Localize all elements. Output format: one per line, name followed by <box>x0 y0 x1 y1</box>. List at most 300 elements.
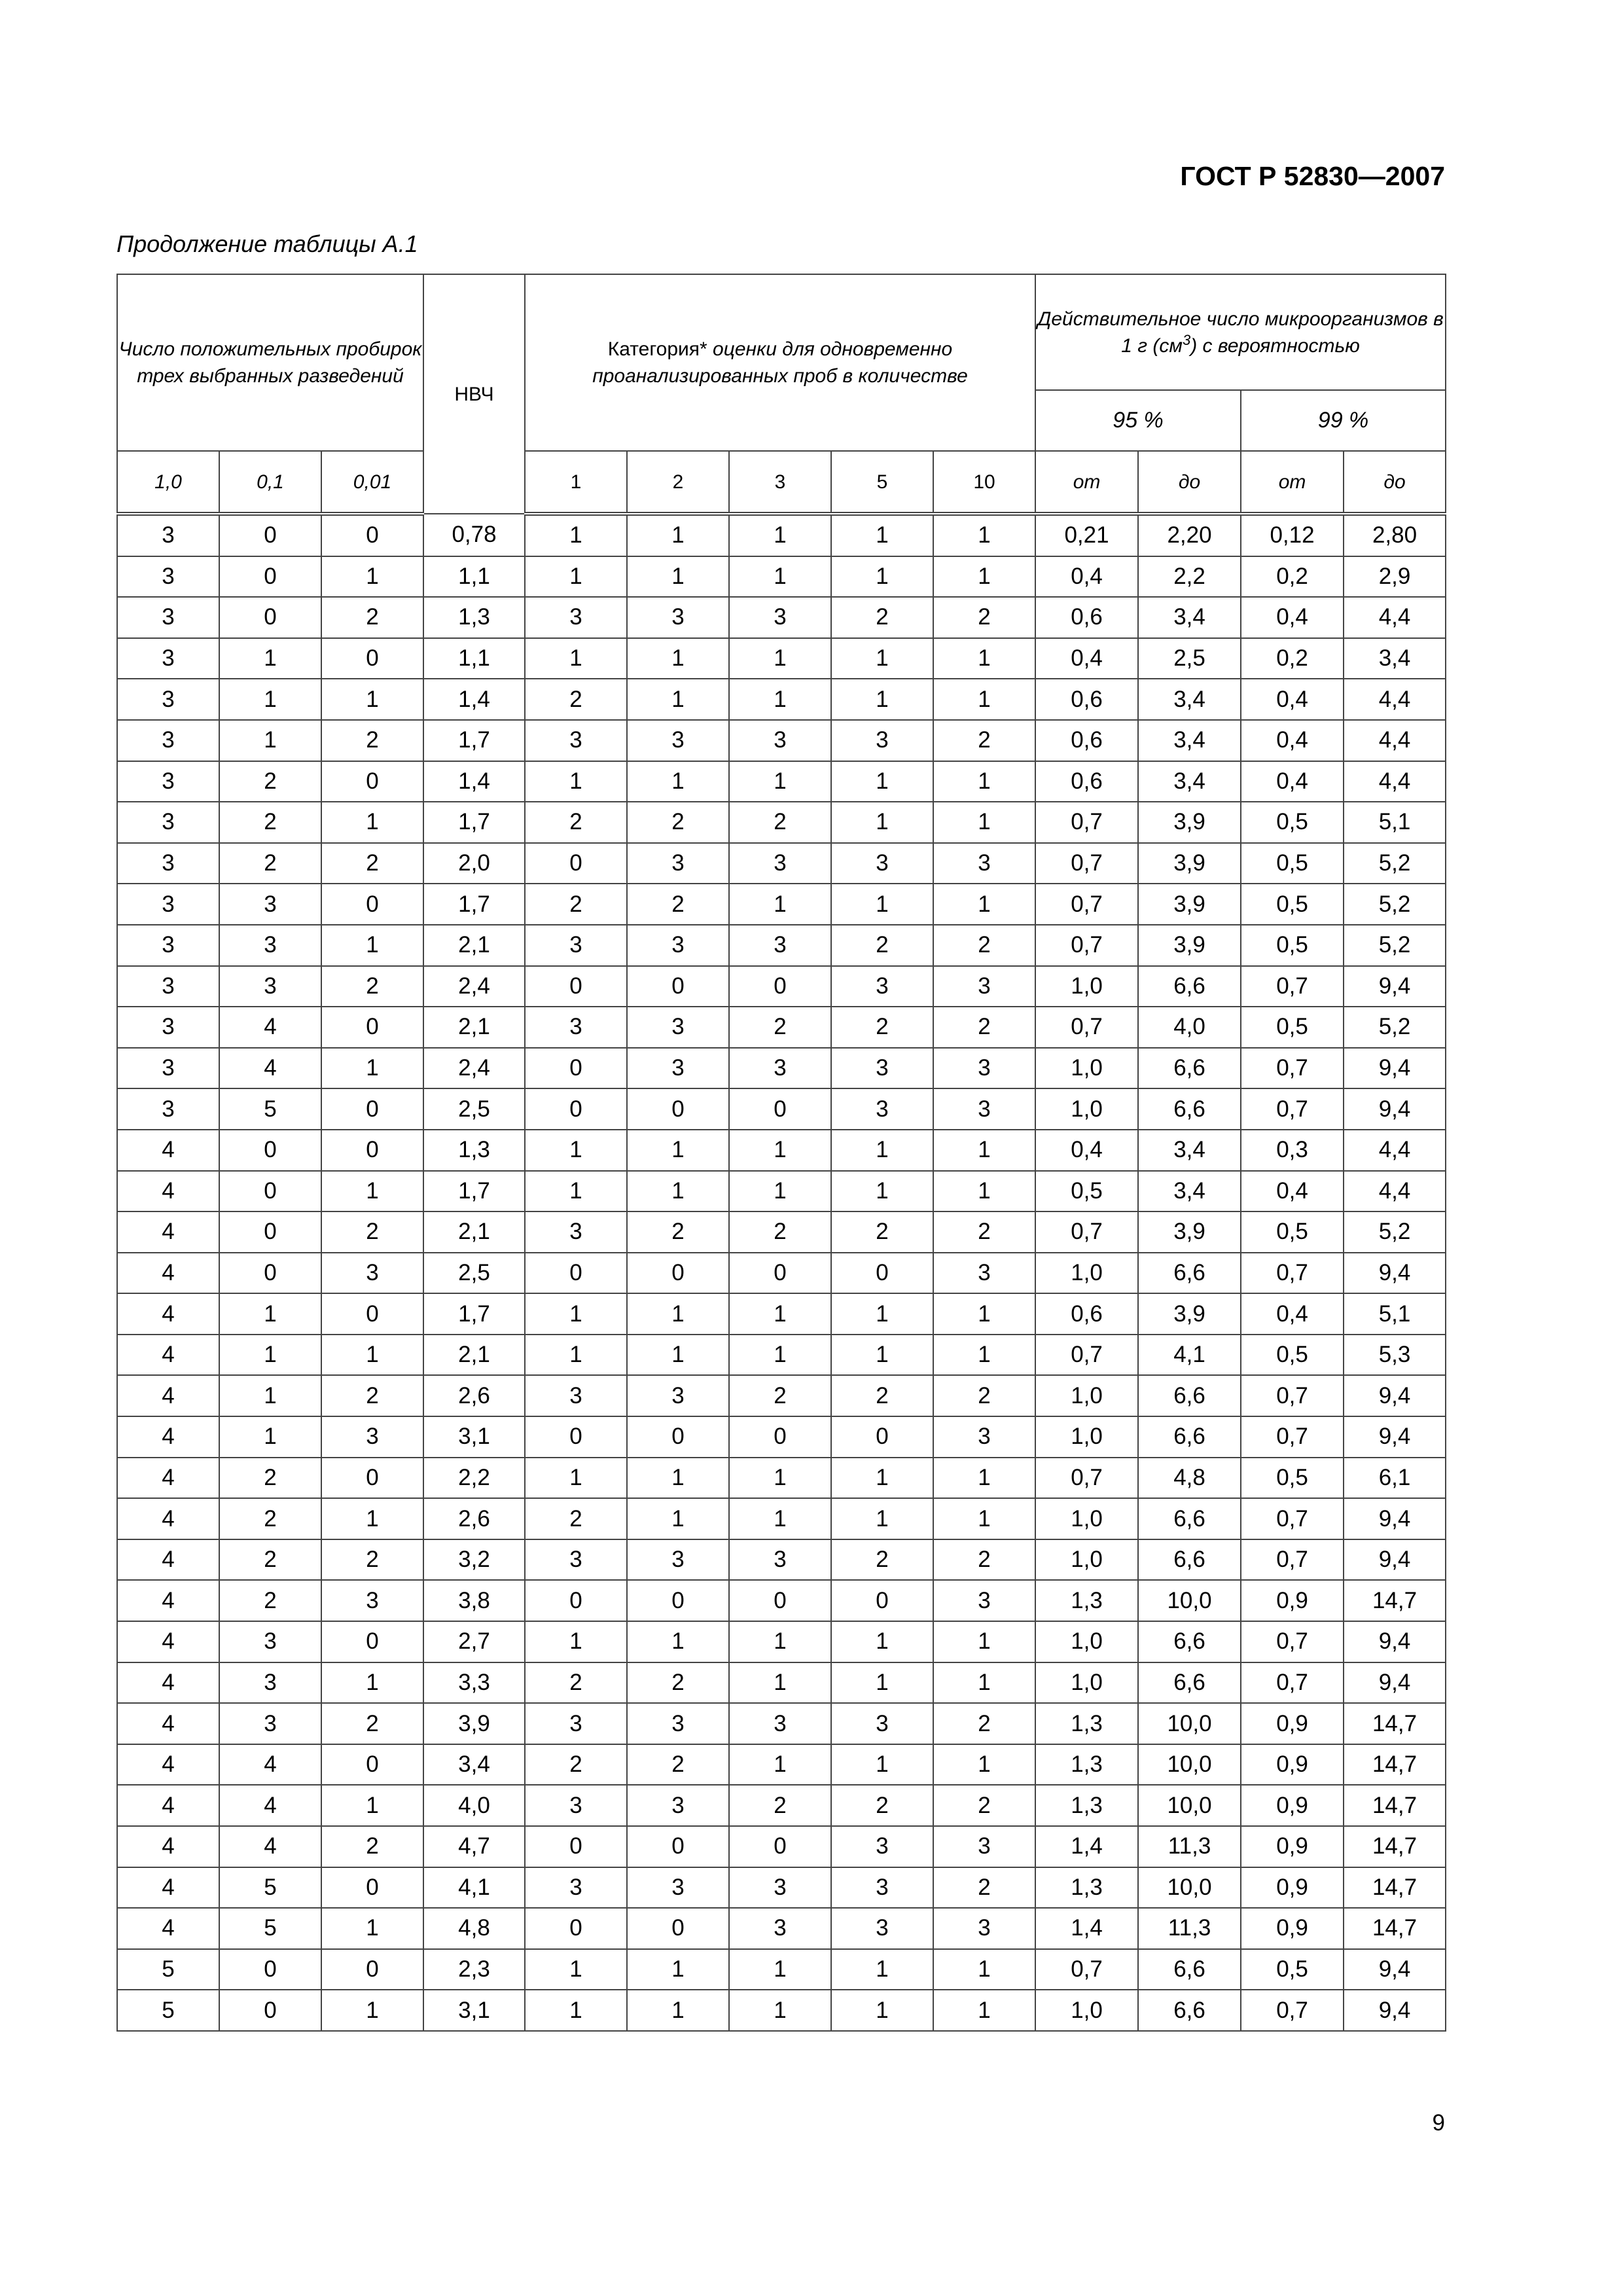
table-cell: 0 <box>729 966 831 1007</box>
table-cell: 1 <box>219 638 321 679</box>
table-cell: 1,0 <box>1035 1621 1138 1662</box>
table-cell: 3,1 <box>423 1416 525 1458</box>
header-range-to: до <box>1344 451 1446 514</box>
table-cell: 3,4 <box>1344 638 1446 679</box>
table-cell: 0 <box>219 1990 321 2031</box>
table-cell: 0,7 <box>1241 1621 1344 1662</box>
table-cell: 3 <box>831 843 933 884</box>
table-cell: 0,2 <box>1241 556 1344 598</box>
table-cell: 1 <box>831 679 933 720</box>
table-cell: 0,4 <box>1241 720 1344 761</box>
table-cell: 9,4 <box>1344 1621 1446 1662</box>
table-cell: 5,2 <box>1344 843 1446 884</box>
table-row <box>117 843 1446 884</box>
table-row <box>117 514 1446 556</box>
table-cell: 2,3 <box>423 1949 525 1990</box>
table-cell: 0 <box>219 514 321 556</box>
table-cell: 3 <box>933 1908 1035 1949</box>
table-cell: 3 <box>627 1539 729 1581</box>
table-cell: 4,4 <box>1344 679 1446 720</box>
table-cell: 6,6 <box>1138 1416 1241 1458</box>
table-cell: 0 <box>321 638 423 679</box>
table-cell: 2 <box>933 925 1035 966</box>
table-cell: 0 <box>831 1580 933 1621</box>
table-cell: 3 <box>219 966 321 1007</box>
table-cell: 1 <box>933 1335 1035 1376</box>
table-cell: 3,9 <box>1138 925 1241 966</box>
table-row <box>117 1908 1446 1949</box>
header-range-to: до <box>1138 451 1241 514</box>
header-dilution: 0,1 <box>219 451 321 514</box>
table-cell: 2 <box>831 1785 933 1826</box>
table-cell: 3 <box>627 1007 729 1048</box>
table-cell: 1,3 <box>1035 1580 1138 1621</box>
table-cell: 2,0 <box>423 843 525 884</box>
page-number: 9 <box>1432 2110 1445 2136</box>
table-cell: 3 <box>117 556 219 598</box>
table-cell: 2,4 <box>423 966 525 1007</box>
table-cell: 2,1 <box>423 1211 525 1253</box>
table-cell: 3 <box>525 597 627 638</box>
table-cell: 4 <box>117 1744 219 1785</box>
table-cell: 1 <box>933 556 1035 598</box>
table-cell: 14,7 <box>1344 1744 1446 1785</box>
table-cell: 1 <box>729 1621 831 1662</box>
table-cell: 4 <box>117 1253 219 1294</box>
table-cell: 3 <box>627 925 729 966</box>
table-cell: 2,20 <box>1138 514 1241 556</box>
table-cell: 2 <box>729 1007 831 1048</box>
table-cell: 0,7 <box>1035 1007 1138 1048</box>
table-cell: 1 <box>627 1621 729 1662</box>
table-cell: 0 <box>525 1416 627 1458</box>
table-cell: 0,6 <box>1035 720 1138 761</box>
table-cell: 0 <box>321 1949 423 1990</box>
table-cell: 1,3 <box>423 1130 525 1171</box>
table-cell: 11,3 <box>1138 1826 1241 1867</box>
table-cell: 2 <box>219 843 321 884</box>
table-cell: 0,5 <box>1241 925 1344 966</box>
table-cell: 0 <box>525 843 627 884</box>
table-cell: 5,3 <box>1344 1335 1446 1376</box>
table-cell: 1,1 <box>423 638 525 679</box>
table-cell: 9,4 <box>1344 1498 1446 1539</box>
table-cell: 1 <box>831 1662 933 1704</box>
table-cell: 4 <box>219 1048 321 1089</box>
table-cell: 2 <box>321 597 423 638</box>
table-row <box>117 556 1446 598</box>
table-cell: 2 <box>933 1867 1035 1909</box>
table-cell: 1 <box>729 1744 831 1785</box>
table-cell: 2,5 <box>1138 638 1241 679</box>
table-cell: 3 <box>627 1375 729 1416</box>
table-cell: 1,0 <box>1035 1662 1138 1704</box>
table-cell: 0 <box>627 1088 729 1130</box>
table-cell: 1,0 <box>1035 966 1138 1007</box>
table-cell: 0,4 <box>1241 1293 1344 1335</box>
table-cell: 2 <box>219 1458 321 1499</box>
table-cell: 3 <box>729 597 831 638</box>
table-cell: 4,4 <box>1344 1171 1446 1212</box>
table-cell: 1 <box>525 556 627 598</box>
table-cell: 3 <box>525 1211 627 1253</box>
table-cell: 0,9 <box>1241 1580 1344 1621</box>
table-cell: 0,4 <box>1241 1171 1344 1212</box>
table-cell: 0 <box>729 1253 831 1294</box>
table-row <box>117 1580 1446 1621</box>
table-cell: 4 <box>117 1539 219 1581</box>
table-cell: 1,7 <box>423 720 525 761</box>
table-cell: 1 <box>219 1416 321 1458</box>
table-cell: 14,7 <box>1344 1826 1446 1867</box>
table-cell: 1 <box>525 1990 627 2031</box>
table-cell: 1 <box>321 679 423 720</box>
table-cell: 0 <box>525 1253 627 1294</box>
table-cell: 14,7 <box>1344 1867 1446 1909</box>
table-row <box>117 925 1446 966</box>
table-cell: 1 <box>321 925 423 966</box>
table-cell: 10,0 <box>1138 1703 1241 1744</box>
table-cell: 0 <box>321 1744 423 1785</box>
table-cell: 0 <box>321 1458 423 1499</box>
table-cell: 3,9 <box>1138 1211 1241 1253</box>
table-cell: 2 <box>729 802 831 843</box>
table-cell: 1 <box>933 761 1035 802</box>
table-cell: 3 <box>525 1703 627 1744</box>
table-cell: 1,3 <box>1035 1703 1138 1744</box>
table-cell: 2 <box>321 843 423 884</box>
table-cell: 3 <box>831 1867 933 1909</box>
table-cell: 3,4 <box>1138 1130 1241 1171</box>
table-cell: 5,2 <box>1344 884 1446 925</box>
table-cell: 3 <box>933 1826 1035 1867</box>
table-cell: 9,4 <box>1344 1662 1446 1704</box>
table-cell: 0,4 <box>1035 638 1138 679</box>
table-cell: 5,1 <box>1344 1293 1446 1335</box>
table-cell: 1,0 <box>1035 1253 1138 1294</box>
table-cell: 2 <box>933 1703 1035 1744</box>
table-cell: 2 <box>933 1539 1035 1581</box>
table-cell: 3 <box>117 802 219 843</box>
table-row <box>117 1662 1446 1704</box>
table-cell: 5 <box>219 1088 321 1130</box>
table-cell: 0 <box>219 597 321 638</box>
table-cell: 0,9 <box>1241 1867 1344 1909</box>
table-cell: 2,2 <box>1138 556 1241 598</box>
table-cell: 0 <box>321 514 423 556</box>
table-cell: 0 <box>525 1048 627 1089</box>
table-cell: 1 <box>627 1498 729 1539</box>
table-cell: 0,7 <box>1241 1662 1344 1704</box>
table-cell: 2 <box>525 1662 627 1704</box>
table-cell: 4 <box>117 1458 219 1499</box>
table-cell: 9,4 <box>1344 1375 1446 1416</box>
table-cell: 1,1 <box>423 556 525 598</box>
table-cell: 1 <box>627 514 729 556</box>
table-cell: 3 <box>525 1867 627 1909</box>
table-cell: 2 <box>831 925 933 966</box>
table-cell: 4 <box>117 1171 219 1212</box>
table-cell: 6,6 <box>1138 966 1241 1007</box>
table-cell: 4 <box>117 1130 219 1171</box>
table-cell: 1,4 <box>423 679 525 720</box>
table-cell: 6,1 <box>1344 1458 1446 1499</box>
table-cell: 2 <box>525 1744 627 1785</box>
table-cell: 1 <box>321 1048 423 1089</box>
table-cell: 3 <box>117 514 219 556</box>
table-cell: 1 <box>321 1171 423 1212</box>
table-cell: 1,4 <box>1035 1826 1138 1867</box>
table-cell: 3 <box>117 720 219 761</box>
table-cell: 3,4 <box>423 1744 525 1785</box>
table-cell: 14,7 <box>1344 1580 1446 1621</box>
table-cell: 0,7 <box>1035 925 1138 966</box>
table-cell: 1 <box>729 1130 831 1171</box>
table-row <box>117 1539 1446 1581</box>
table-cell: 1,4 <box>423 761 525 802</box>
table-cell: 1,7 <box>423 1171 525 1212</box>
table-cell: 4,4 <box>1344 720 1446 761</box>
table-cell: 1 <box>831 802 933 843</box>
table-cell: 0 <box>321 1621 423 1662</box>
table-cell: 0 <box>627 966 729 1007</box>
header-nvch: НВЧ <box>423 274 525 514</box>
table-cell: 3 <box>627 720 729 761</box>
table-cell: 3 <box>831 720 933 761</box>
table-cell: 1,0 <box>1035 1048 1138 1089</box>
table-cell: 1 <box>219 1293 321 1335</box>
table-row <box>117 1375 1446 1416</box>
table-cell: 0,5 <box>1241 884 1344 925</box>
table-cell: 2,1 <box>423 1007 525 1048</box>
table-cell: 4 <box>117 1293 219 1335</box>
table-row <box>117 1088 1446 1130</box>
table-cell: 2 <box>627 1744 729 1785</box>
table-cell: 4,4 <box>1344 1130 1446 1171</box>
table-cell: 3,4 <box>1138 761 1241 802</box>
table-row <box>117 1048 1446 1089</box>
table-cell: 3 <box>627 1048 729 1089</box>
table-cell: 0,4 <box>1035 1130 1138 1171</box>
table-cell: 6,6 <box>1138 1088 1241 1130</box>
header-range-from: от <box>1035 451 1138 514</box>
table-cell: 3 <box>117 761 219 802</box>
table-cell: 3 <box>933 1580 1035 1621</box>
table-cell: 0 <box>219 1211 321 1253</box>
table-cell: 6,6 <box>1138 1048 1241 1089</box>
table-cell: 14,7 <box>1344 1703 1446 1744</box>
table-cell: 0,7 <box>1241 1048 1344 1089</box>
table-cell: 1,3 <box>1035 1867 1138 1909</box>
table-cell: 1 <box>525 1458 627 1499</box>
table-cell: 0 <box>219 1949 321 1990</box>
table-cell: 2 <box>933 720 1035 761</box>
header-category-count: 1 <box>525 451 627 514</box>
table-cell: 2 <box>321 1703 423 1744</box>
table-cell: 1,3 <box>1035 1785 1138 1826</box>
table-cell: 1 <box>831 1949 933 1990</box>
table-cell: 3 <box>729 1048 831 1089</box>
table-cell: 2,4 <box>423 1048 525 1089</box>
table-cell: 3 <box>831 1826 933 1867</box>
table-cell: 1 <box>729 1498 831 1539</box>
table-cell: 0 <box>525 1088 627 1130</box>
table-cell: 3 <box>219 884 321 925</box>
table-cell: 0 <box>321 1293 423 1335</box>
table-cell: 1 <box>729 514 831 556</box>
table-cell: 3 <box>525 925 627 966</box>
table-cell: 3 <box>933 843 1035 884</box>
table-cell: 1 <box>729 1335 831 1376</box>
table-cell: 0 <box>525 1908 627 1949</box>
table-cell: 2,9 <box>1344 556 1446 598</box>
table-cell: 1 <box>831 1621 933 1662</box>
table-cell: 2 <box>831 1539 933 1581</box>
table-cell: 1 <box>933 1171 1035 1212</box>
table-cell: 0 <box>627 1253 729 1294</box>
table-cell: 0,5 <box>1241 1335 1344 1376</box>
table-cell: 1 <box>321 1498 423 1539</box>
table-cell: 5 <box>219 1908 321 1949</box>
table-cell: 0,6 <box>1035 597 1138 638</box>
table-cell: 0,7 <box>1035 1458 1138 1499</box>
header-actual-number <box>1035 274 1446 390</box>
table-cell: 0,4 <box>1241 597 1344 638</box>
table-cell: 0,7 <box>1035 1335 1138 1376</box>
table-cell: 1,3 <box>1035 1744 1138 1785</box>
table-cell: 4 <box>117 1335 219 1376</box>
table-cell: 2,1 <box>423 925 525 966</box>
table-cell: 0 <box>525 1826 627 1867</box>
table-cell: 0 <box>729 1826 831 1867</box>
table-cell: 3 <box>219 1662 321 1704</box>
table-cell: 1 <box>729 761 831 802</box>
table-cell: 2,1 <box>423 1335 525 1376</box>
table-cell: 3 <box>729 1539 831 1581</box>
table-cell: 2 <box>627 802 729 843</box>
table-cell: 0 <box>321 1130 423 1171</box>
table-cell: 9,4 <box>1344 966 1446 1007</box>
table-cell: 4 <box>117 1498 219 1539</box>
table-cell: 3 <box>117 1007 219 1048</box>
table-cell: 1,0 <box>1035 1416 1138 1458</box>
table-row <box>117 1744 1446 1785</box>
header-category-rest: оценки для одновременно проанализированных проб в количестве <box>592 338 968 387</box>
table-cell: 2 <box>933 1211 1035 1253</box>
table-cell: 1 <box>729 884 831 925</box>
table-cell: 3,2 <box>423 1539 525 1581</box>
table-cell: 3 <box>831 966 933 1007</box>
table-cell: 1 <box>831 884 933 925</box>
table-row <box>117 720 1446 761</box>
table-cell: 2 <box>321 720 423 761</box>
table-cell: 0,5 <box>1241 1211 1344 1253</box>
table-row <box>117 597 1446 638</box>
table-cell: 2 <box>525 802 627 843</box>
table-cell: 9,4 <box>1344 1539 1446 1581</box>
table-cell: 1 <box>321 1990 423 2031</box>
table-cell: 1 <box>219 1375 321 1416</box>
table-cell: 0 <box>219 1130 321 1171</box>
table-cell: 4 <box>117 1375 219 1416</box>
table-cell: 9,4 <box>1344 1048 1446 1089</box>
table-cell: 10,0 <box>1138 1867 1241 1909</box>
table-cell: 0 <box>525 1580 627 1621</box>
table-cell: 0,7 <box>1035 1949 1138 1990</box>
table-cell: 4 <box>117 1580 219 1621</box>
table-cell: 3 <box>831 1908 933 1949</box>
table-cell: 0,5 <box>1241 843 1344 884</box>
table-cell: 0 <box>321 1867 423 1909</box>
table-cell: 2 <box>525 679 627 720</box>
table-cell: 3 <box>525 720 627 761</box>
table-cell: 1 <box>321 1908 423 1949</box>
table-cell: 0 <box>729 1416 831 1458</box>
table-cell: 3 <box>627 597 729 638</box>
table-cell: 6,6 <box>1138 1949 1241 1990</box>
table-row <box>117 1785 1446 1826</box>
table-cell: 0 <box>321 884 423 925</box>
table-cell: 5,2 <box>1344 925 1446 966</box>
table-cell: 3,9 <box>1138 884 1241 925</box>
table-cell: 1 <box>933 1458 1035 1499</box>
table-cell: 2 <box>321 1211 423 1253</box>
table-cell: 3 <box>219 1703 321 1744</box>
table-cell: 1 <box>831 1171 933 1212</box>
table-cell: 1 <box>525 1171 627 1212</box>
table-cell: 0,9 <box>1241 1908 1344 1949</box>
table-cell: 3 <box>831 1703 933 1744</box>
table-row <box>117 1416 1446 1458</box>
table-cell: 0,21 <box>1035 514 1138 556</box>
table-cell: 0 <box>627 1826 729 1867</box>
table-cell: 1 <box>321 802 423 843</box>
table-cell: 1 <box>627 556 729 598</box>
table-cell: 0,7 <box>1035 1211 1138 1253</box>
table-cell: 5,2 <box>1344 1007 1446 1048</box>
table-cell: 0,9 <box>1241 1703 1344 1744</box>
table-cell: 1 <box>831 1458 933 1499</box>
table-cell: 3 <box>933 1416 1035 1458</box>
table-cell: 1 <box>729 1949 831 1990</box>
table-cell: 0,9 <box>1241 1785 1344 1826</box>
table-cell: 2 <box>831 597 933 638</box>
table-cell: 9,4 <box>1344 1088 1446 1130</box>
table-cell: 4 <box>219 1826 321 1867</box>
table-cell: 3 <box>627 1703 729 1744</box>
table-cell: 0 <box>627 1908 729 1949</box>
table-cell: 2 <box>525 1498 627 1539</box>
table-cell: 6,6 <box>1138 1375 1241 1416</box>
table-cell: 4 <box>117 1785 219 1826</box>
table-cell: 9,4 <box>1344 1416 1446 1458</box>
table-cell: 6,6 <box>1138 1253 1241 1294</box>
table-cell: 0,6 <box>1035 679 1138 720</box>
table-cell: 9,4 <box>1344 1949 1446 1990</box>
table-cell: 2 <box>321 1539 423 1581</box>
table-cell: 3 <box>627 843 729 884</box>
data-table <box>116 274 1446 2032</box>
table-cell: 2 <box>321 1826 423 1867</box>
table-cell: 3 <box>117 925 219 966</box>
table-cell: 3 <box>117 843 219 884</box>
table-body <box>117 514 1446 2031</box>
table-cell: 1 <box>831 1498 933 1539</box>
table-cell: 5 <box>117 1949 219 1990</box>
table-cell: 1,0 <box>1035 1375 1138 1416</box>
table-cell: 3,4 <box>1138 1171 1241 1212</box>
table-cell: 1 <box>627 679 729 720</box>
